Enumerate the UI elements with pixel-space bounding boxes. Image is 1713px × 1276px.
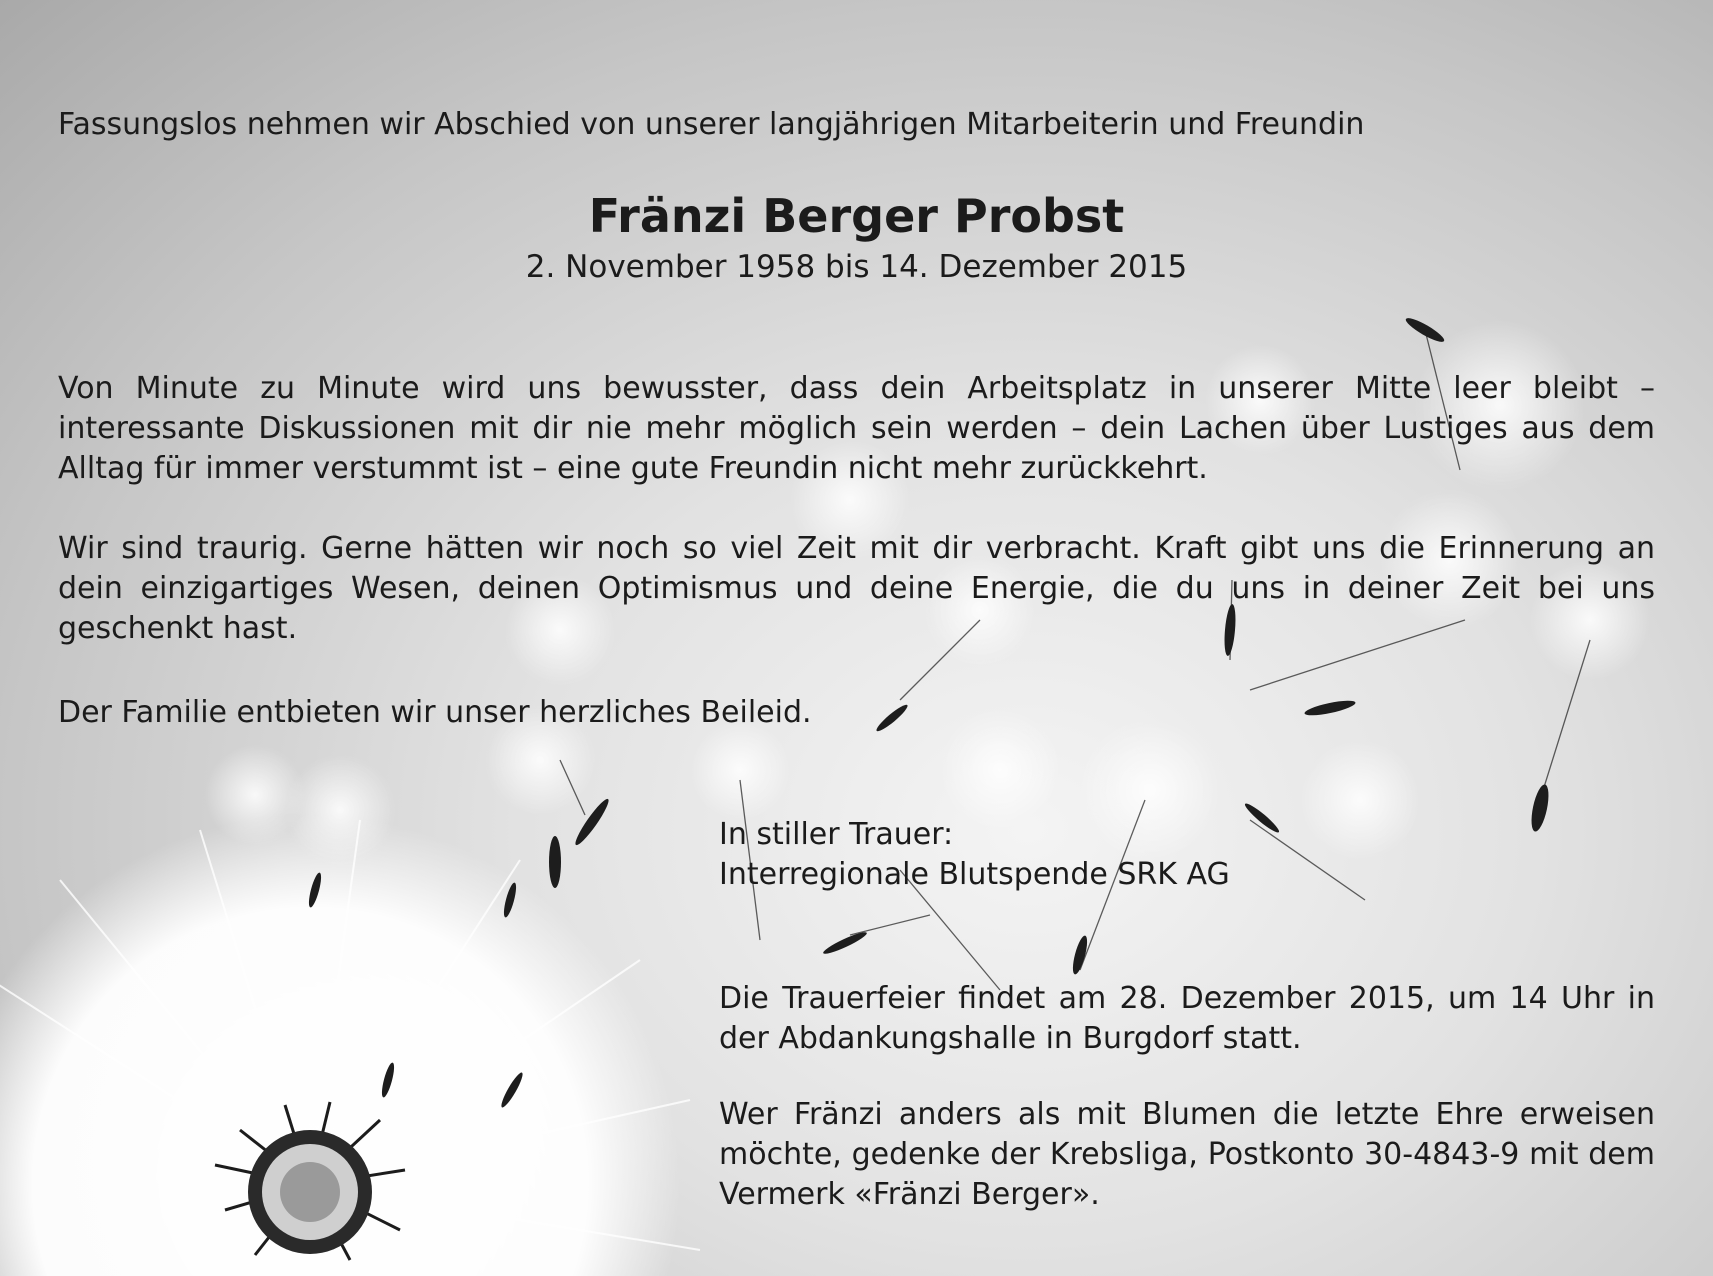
dandelion-flower — [0, 815, 700, 1276]
donation-info: Wer Fränzi anders als mit Blumen die letzte Ehre erweisen möchte, gedenke der Krebsliga, Postkonto 30-4843-9 mit dem Vermerk «Fränzi Berger». — [719, 1097, 1655, 1212]
memorial-paragraph-2: Wir sind traurig. Gerne hätten wir noch so viel Zeit mit dir verbracht. Kraft gibt uns die Erinnerung an dein einzigartiges Wesen, deinen Optimismus und deine Energie, die du uns in deiner Zeit bei uns geschenkt hast. — [58, 531, 1655, 646]
life-dates: 2. November 1958 bis 14. Dezember 2015 — [525, 249, 1188, 285]
memorial-paragraph-1 — [58, 369, 1655, 489]
mourning-organization: Interregionale Blutspende SRK AG — [719, 857, 1230, 892]
ceremony-info: Die Trauerfeier findet am 28. Dezember 2015, um 14 Uhr in der Abdankungshalle in Burgdorf statt. — [719, 981, 1655, 1056]
paragraph-1-line-1: Von Minute zu Minute wird uns bewusster, dass dein Arbeitsplatz in unserer Mitte leer bleibt – — [58, 371, 1655, 406]
paragraph-1-line-2: interessante Diskussionen mit dir nie mehr möglich sein werden – dein Lachen über Lustiges aus dem — [58, 411, 1655, 446]
deceased-name: Fränzi Berger Probst — [588, 189, 1125, 243]
mourning-signature — [719, 815, 1655, 895]
intro-line: Fassungslos nehmen wir Abschied von unserer langjährigen Mitarbeiterin und Freundin — [58, 107, 1365, 142]
paragraph-1-line-3: Alltag für immer verstummt ist – eine gute Freundin nicht mehr zurückkehrt. — [58, 451, 1208, 486]
condolence-line: Der Familie entbieten wir unser herzliches Beileid. — [58, 695, 812, 730]
mourning-heading: In stiller Trauer: — [719, 817, 954, 852]
